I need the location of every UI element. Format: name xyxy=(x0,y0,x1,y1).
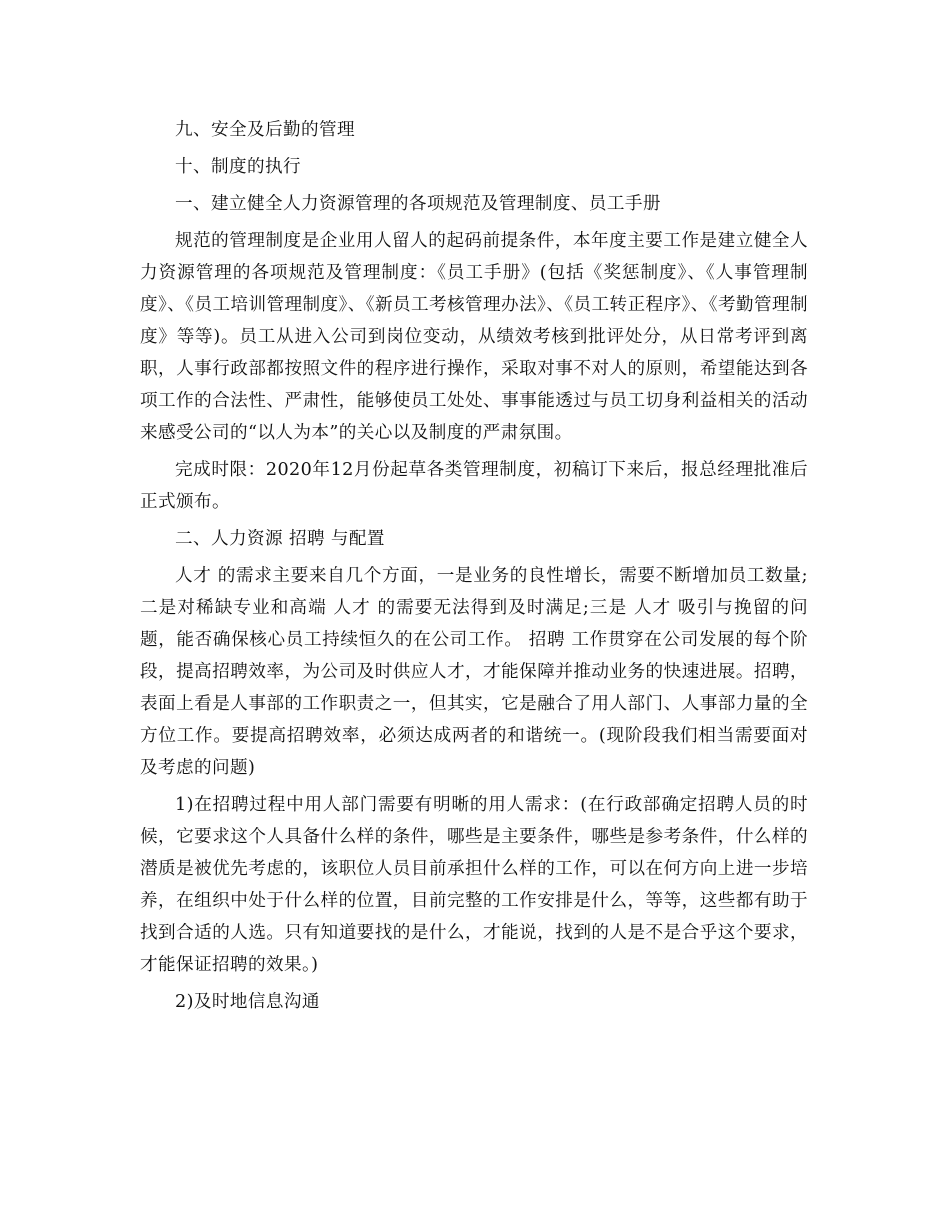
section-heading-1: 一、建立健全人力资源管理的各项规范及管理制度、员工手册 xyxy=(175,194,661,214)
body-paragraph: 完成时限：2020年12月份起草各类管理制度，初稿订下来后，报总经理批准后正式颁布。 xyxy=(140,460,808,512)
body-paragraph: 人才 的需求主要来自几个方面，一是业务的良性增长，需要不断增加员工数量;二是对稀缺专业和高端 人才 的需要无法得到及时满足;三是 人才 吸引与挽留的问题，能否确保核心员工持续恒久的在公司工作。 招聘 工作贯穿在公司发展的每个阶段，提高招聘效率，为公司及时供应人才，才能保障并推动业务的快速进展。招聘，表面上看是人事部的工作职责之一，但其实，它是融合了用人部门、人事部力量的全方位工作。要提高招聘效率，必须达成两者的和谐统一。(现阶段我们相当需要面对及考虑的问题) xyxy=(140,566,808,778)
list-heading-security: 九、安全及后勤的管理 xyxy=(175,120,355,140)
sub-heading-2: 2)及时地信息沟通 xyxy=(175,992,320,1012)
document-body xyxy=(140,114,808,1023)
body-paragraph: 规范的管理制度是企业用人留人的起码前提条件，本年度主要工作是建立健全人力资源管理的各项规范及管理制度：《员工手册》(包括《奖惩制度》、《人事管理制度》、《员工培训管理制度》、《新员工考核管理办法》、《员工转正程序》、《考勤管理制度》等等)。员工从进入公司到岗位变动，从绩效考核到批评处分，从日常考评到离职，人事行政部都按照文件的程序进行操作，采取对事不对人的原则，希望能达到各项工作的合法性、严肃性，能够使员工处处、事事能透过与员工切身利益相关的活动来感受公司的“以人为本”的关心以及制度的严肃氛围。 xyxy=(140,231,808,443)
body-paragraph: 1)在招聘过程中用人部门需要有明晰的用人需求：(在行政部确定招聘人员的时候，它要求这个人具备什么样的条件，哪些是主要条件，哪些是参考条件，什么样的潜质是被优先考虑的，该职位人员目前承担什么样的工作，可以在何方向上进一步培养，在组织中处于什么样的位置，目前完整的工作安排是什么，等等，这些都有助于找到合适的人选。只有知道要找的是什么，才能说，找到的人是不是合乎这个要求，才能保证招聘的效果。) xyxy=(140,795,808,975)
section-heading-2: 二、人力资源 招聘 与配置 xyxy=(175,529,385,549)
list-heading-enforcement: 十、制度的执行 xyxy=(175,157,301,177)
